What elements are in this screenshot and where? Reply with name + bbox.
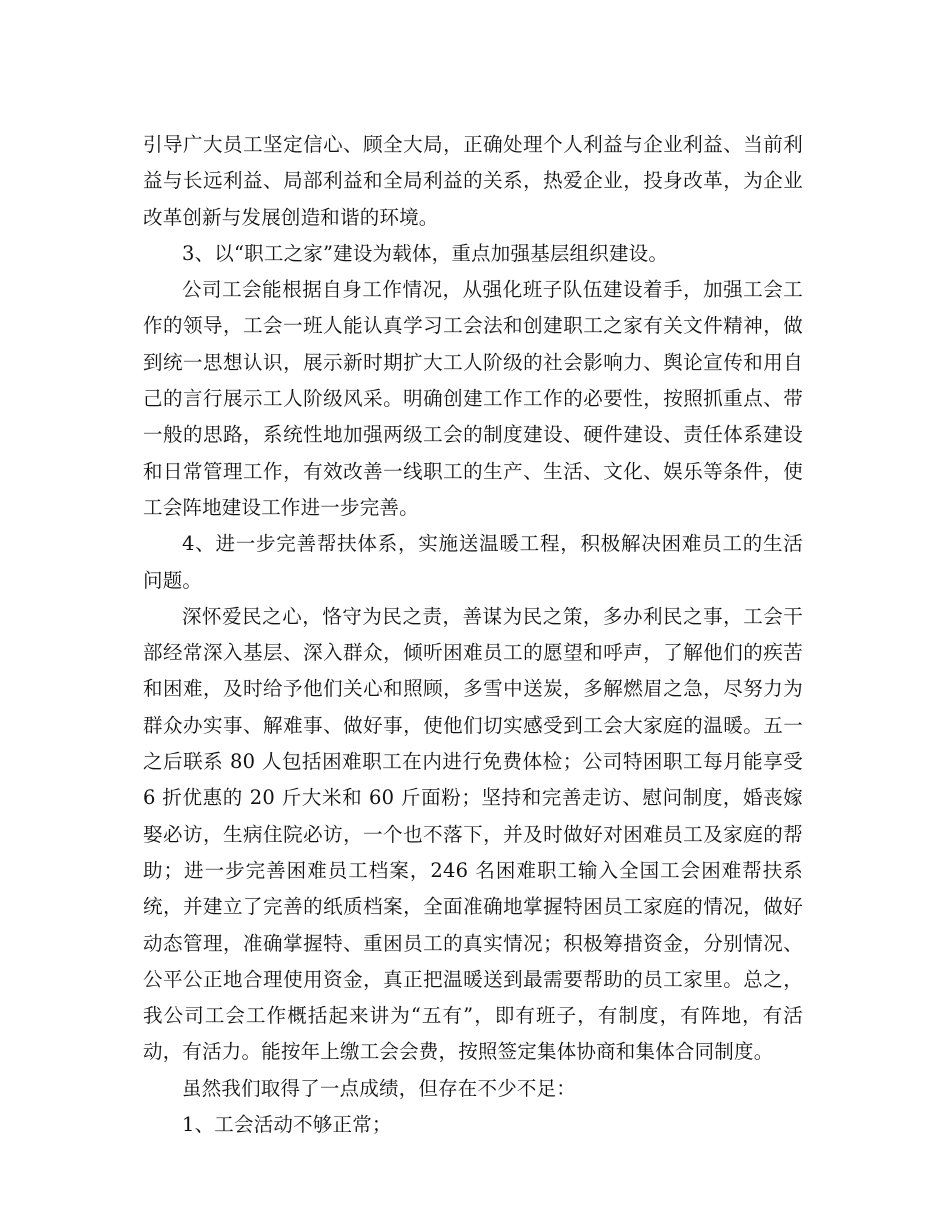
- document-body: [143, 127, 803, 1143]
- heading-workers-home: 3、以“职工之家”建设为载体，重点加强基层组织建设。: [182, 241, 669, 265]
- paragraph-overall-interests: 引导广大员工坚定信心、顾全大局，正确处理个人利益与企业利益、当前利益与长远利益、局部利益和全局利益的关系，热爱企业，投身改革，为企业改革创新与发展创造和谐的环境。: [143, 133, 803, 229]
- list-item-shortcoming-1: 1、工会活动不够正常；: [182, 1113, 392, 1137]
- paragraph-workers-home: 公司工会能根据自身工作情况，从强化班子队伍建设着手，加强工会工作的领导，工会一班人能认真学习工会法和创建职工之家有关文件精神，做到统一思想认识，展示新时期扩大工人阶级的社会影响力、舆论宣传和用自己的言行展示工人阶级风采。明确创建工作工作的必要性，按照抓重点、带一般的思路，系统性地加强两级工会的制度建设、硬件建设、责任体系建设和日常管理工作，有效改善一线职工的生产、生活、文化、娱乐等条件，使工会阵地建设工作进一步完善。: [143, 278, 803, 519]
- paragraph-assistance-system: 深怀爱民之心，恪守为民之责，善谋为民之策，多办利民之事，工会干部经常深入基层、深入群众，倾听困难员工的愿望和呼声，了解他们的疾苦和困难，及时给予他们关心和照顾，多雪中送炭，多解燃眉之急，尽努力为群众办实事、解难事、做好事，使他们切实感受到工会大家庭的温暖。五一之后联系 80 人包括困难职工在内进行免费体检；公司特困职工每月能享受 6 折优惠的 20 斤大米和 60 斤面粉；坚持和完善走访、慰问制度，婚丧嫁娶必访，生病住院必访，一个也不落下，并及时做好对困难员工及家庭的帮助；进一步完善困难员工档案，246 名困难职工输入全国工会困难帮扶系统，并建立了完善的纸质档案，全面准确地掌握特困员工家庭的情况，做好动态管理，准确掌握特、重困员工的真实情况；积极筹措资金，分别情况、公平公正地合理使用资金，真正把温暖送到最需要帮助的员工家里。总之，我公司工会工作概括起来讲为“五有”，即有班子，有制度，有阵地，有活动，有活力。能按年上缴工会会费，按照签定集体协商和集体合同制度。: [143, 604, 803, 1064]
- paragraph-shortcomings-intro: 虽然我们取得了一点成绩，但存在不少不足：: [182, 1076, 577, 1100]
- heading-assistance-system: 4、进一步完善帮扶体系，实施送温暖工程，积极解决困难员工的生活问题。: [143, 532, 803, 592]
